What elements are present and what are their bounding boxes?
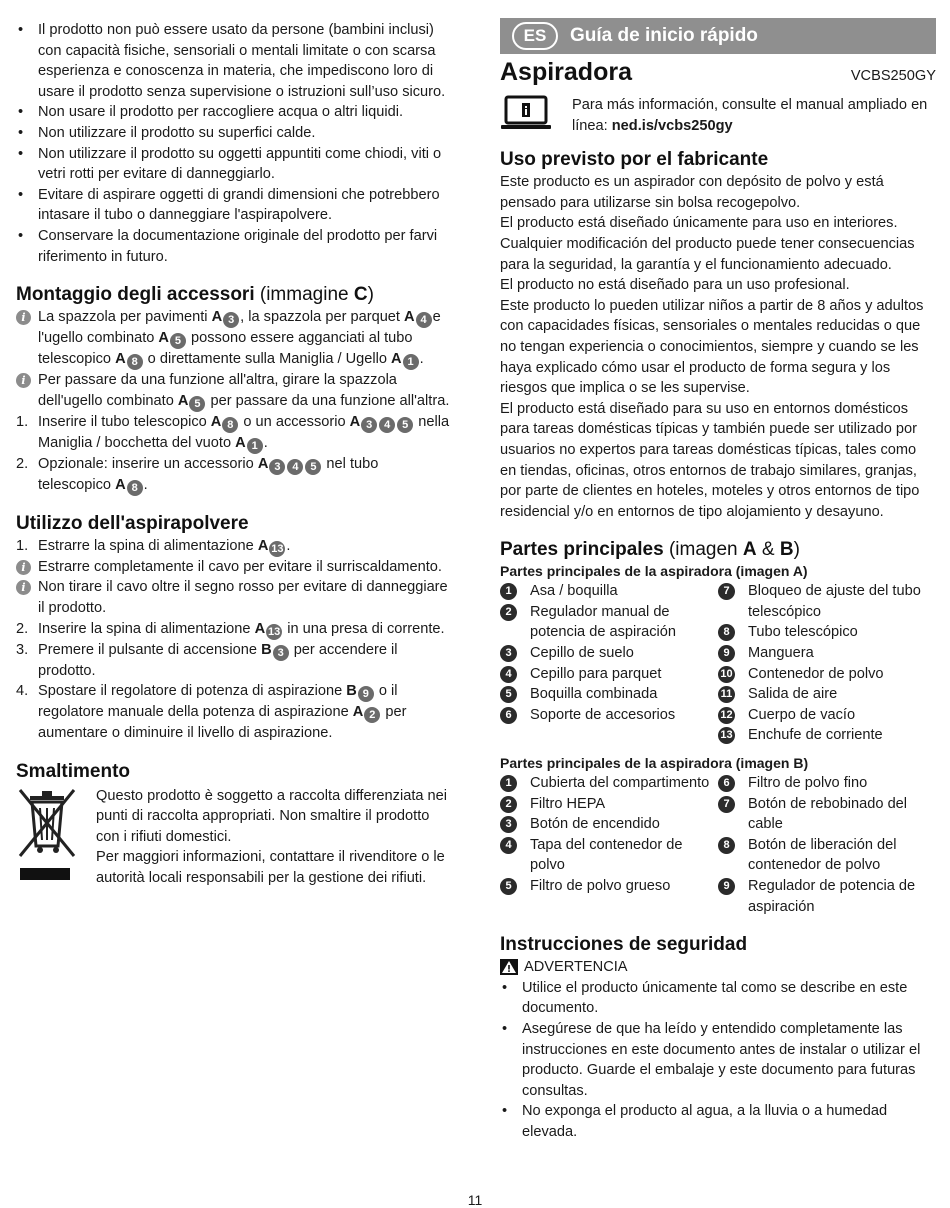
- utilizzo-step-4: 4. Spostare il regolatore di potenza di aspirazione B 9 o il regolatore manuale della potenza di aspirazione A 2 per aumentare o diminuire il livello di aspirazione.: [16, 683, 407, 742]
- part-label: Boquilla combinada: [530, 686, 658, 703]
- part-number-badge: 6: [718, 775, 735, 792]
- laptop-info-icon: [500, 95, 556, 136]
- uso-paragraph: Cualquier modificación del producto puede tener consecuencias para la seguridad, la garantía y el funcionamiento adecuado.: [500, 235, 915, 273]
- utilizzo-step-2: 2. Inserire la spina di alimentazione A 13 in una presa di corrente.: [16, 620, 445, 638]
- product-title: Aspiradora: [500, 58, 632, 86]
- list-item: • Non usare il prodotto per raccogliere acqua o altri liquidi.: [16, 102, 450, 123]
- part-label: Regulador de potencia de aspiración: [748, 878, 916, 915]
- seguridad-heading: Instrucciones de seguridad: [500, 934, 748, 956]
- montaggio-step-2: 2. Opzionale: inserire un accessorio A 3 4 5 nel tubo telescopico A 8 .: [16, 455, 379, 494]
- part-item: [500, 773, 718, 794]
- callout-badge: 3: [273, 645, 289, 661]
- intro-bullet-list: [16, 20, 450, 267]
- more-info-box: [500, 95, 936, 136]
- warning-label: ADVERTENCIA: [500, 957, 936, 978]
- part-label: Cuerpo de vacío: [748, 706, 856, 723]
- list-item: • Utilice el producto únicamente tal como se describe en este documento.: [500, 978, 936, 1019]
- part-number-badge: 2: [500, 604, 517, 621]
- callout-badge: 4: [287, 459, 303, 475]
- title-row: [500, 58, 936, 87]
- part-number-badge: 3: [500, 816, 517, 833]
- part-number-badge: 13: [718, 727, 735, 744]
- part-number-badge: 1: [500, 583, 517, 600]
- callout-badge: 1: [247, 438, 263, 454]
- part-label: Cepillo de suelo: [530, 645, 634, 662]
- part-label: Filtro HEPA: [530, 795, 606, 812]
- parts-b-list: [500, 773, 936, 917]
- language-code-badge: ES: [512, 22, 558, 50]
- part-item: [718, 773, 936, 794]
- part-number-badge: 7: [718, 583, 735, 600]
- list-item: • Il prodotto non può essere usato da persone (bambini inclusi) con capacità fisiche, sensoriali o mentali limitate o con scarsa esperienza e conoscenza in materia, che impediscono loro di usare il prodotto senza supervisione o istruzioni sull’uso sicuro.: [16, 20, 450, 102]
- parts-b-subheading: Partes principales de la aspiradora (imagen B): [500, 755, 809, 772]
- part-item: [718, 581, 936, 622]
- part-label: Filtro de polvo grueso: [530, 878, 671, 894]
- more-info-text: Para más información, consulte el manual ampliado en línea: ned.is/vcbs250gy: [572, 97, 928, 134]
- part-number-badge: 2: [500, 796, 517, 813]
- callout-badge: 5: [305, 459, 321, 475]
- part-number-badge: 6: [500, 707, 517, 724]
- callout-badge: 9: [358, 686, 374, 702]
- callout-badge: 5: [170, 333, 186, 349]
- smaltimento-text-2: Per maggiori informazioni, contattare il rivenditore o le autorità locali responsabili per la gestione dei rifiuti.: [96, 849, 445, 887]
- parts-a-subheading: Partes principales de la aspiradora (imagen A): [500, 563, 808, 580]
- parts-b-column-1: [500, 773, 718, 917]
- callout-badge: 3: [269, 459, 285, 475]
- callout-badge: 5: [397, 417, 413, 433]
- safety-bullet-list: [500, 978, 936, 1143]
- part-item: [500, 602, 718, 643]
- step-number: 1.: [16, 413, 29, 430]
- part-item: [718, 725, 936, 746]
- step-number: 4.: [16, 683, 29, 700]
- part-item: [718, 684, 936, 705]
- part-label: Manguera: [748, 645, 814, 662]
- part-number-badge: 3: [500, 645, 517, 662]
- montaggio-info-2: i Per passare da una funzione all'altra, girare la spazzola dell'ugello combinato A 5 per passare da una funzione all'altra.: [16, 370, 450, 412]
- part-number-badge: 4: [500, 666, 517, 683]
- smaltimento-block: [16, 786, 450, 889]
- part-number-badge: 7: [718, 796, 735, 813]
- callout-badge: 3: [223, 312, 239, 328]
- part-item: [500, 664, 718, 685]
- uso-paragraph: El producto está diseñado para su uso en entornos domésticos para tareas domésticas típicas y también puede ser utilizado por usuarios no expertos para tareas domésticas típicas, tales como en tiendas, oficinas, otros entornos de trabajo similares, granjas, por parte de clientes en hoteles, moteles y otros entornos de tipo residencial y/o en entornos de tipo alojamiento y desayuno.: [500, 400, 920, 520]
- part-item: [500, 876, 718, 897]
- info-icon: i: [16, 580, 31, 595]
- part-label: Botón de liberación del contenedor de polvo: [748, 836, 897, 874]
- part-label: Tapa del contenedor de polvo: [530, 836, 683, 874]
- part-item: [500, 705, 718, 726]
- part-label: Salida de aire: [748, 686, 838, 703]
- part-label: Enchufe de corriente: [748, 727, 883, 744]
- callout-badge: 2: [364, 707, 380, 723]
- part-label: Filtro de polvo fino: [748, 775, 868, 792]
- uso-paragraph: El producto está diseñado únicamente para uso en interiores.: [500, 215, 898, 232]
- list-item: • Non utilizzare il prodotto su oggetti appuntiti come chiodi, viti o vetri rotti per evitare di danneggiarlo.: [16, 144, 450, 185]
- parts-b-column-2: [718, 773, 936, 917]
- list-item: • Conservare la documentazione originale del prodotto per farvi riferimento in futuro.: [16, 226, 450, 267]
- callout-badge: 13: [271, 542, 284, 555]
- part-label: Tubo telescópico: [748, 624, 858, 641]
- left-column: [16, 20, 450, 889]
- uso-paragraph: Este producto es un aspirador con depósito de polvo y está pensado para utilizarse sin bolsa recogepolvo.: [500, 174, 884, 211]
- uso-heading: Uso previsto por el fabricante: [500, 149, 769, 171]
- part-number-badge: 5: [500, 878, 517, 895]
- list-item: • No exponga el producto al agua, a la lluvia o a humedad elevada.: [500, 1101, 936, 1142]
- montaggio-step-1: 1. Inserire il tubo telescopico A 8 o un accessorio A 3 4 5 nella Maniglia / bocchetta del vuoto A 1 .: [16, 413, 450, 452]
- part-label: Bloqueo de ajuste del tubo telescópico: [748, 583, 921, 620]
- part-item: [500, 794, 718, 815]
- part-number-badge: 10: [718, 666, 735, 683]
- montaggio-heading: Montaggio degli accessori (immagine C): [16, 284, 374, 306]
- part-number-badge: 12: [718, 707, 735, 724]
- step-number: 2.: [16, 455, 29, 472]
- parts-a-column-2: [718, 581, 936, 746]
- part-item: [718, 643, 936, 664]
- part-label: Asa / boquilla: [530, 583, 618, 600]
- part-item: [718, 705, 936, 726]
- utilizzo-step-1: 1. Estrarre la spina di alimentazione A 13 .: [16, 537, 291, 555]
- manual-link[interactable]: ned.is/vcbs250gy: [611, 117, 733, 134]
- callout-badge: 8: [222, 417, 238, 433]
- part-label: Cepillo para parquet: [530, 665, 662, 682]
- part-label: Botón de rebobinado del cable: [748, 795, 908, 833]
- part-item: [718, 664, 936, 685]
- parts-a-list: [500, 581, 936, 746]
- part-label: Cubierta del compartimento: [530, 775, 710, 792]
- uso-paragraph: Este producto lo pueden utilizar niños a partir de 8 años y adultos con capacidades físicas, sensoriales o mentales reducidas o que no tengan experiencia o conocimientos, siempre y cuando se les haya explicado cómo usar el producto de forma segura y los riesgos que implica o se les supervise.: [500, 297, 924, 397]
- part-item: [718, 876, 936, 917]
- part-item: [718, 835, 936, 876]
- language-banner: [500, 18, 936, 54]
- utilizzo-heading: Utilizzo dell'aspirapolvere: [16, 512, 249, 534]
- callout-badge: 13: [268, 625, 281, 638]
- part-number-badge: 5: [500, 686, 517, 703]
- info-icon: i: [16, 373, 31, 388]
- warning-icon: [500, 959, 518, 975]
- list-item: • Asegúrese de que ha leído y entendido completamente las instrucciones en este documento antes de instalar o utilizar el producto. Guarde el embalaje y este documento para futuras consultas.: [500, 1019, 936, 1101]
- weee-bin-icon: [16, 786, 96, 889]
- smaltimento-heading: Smaltimento: [16, 760, 131, 782]
- part-label: Regulador manual de potencia de aspiración: [530, 603, 677, 641]
- part-label: Contenedor de polvo: [748, 665, 884, 682]
- montaggio-info-1: i La spazzola per pavimenti A 3 , la spazzola per parquet A 4 e l'ugello combinato A 5 possono essere agganciati al tubo telescopico A 8 o direttamente sulla Maniglia / Ugello A 1 .: [16, 307, 450, 370]
- utilizzo-info-2: i Non tirare il cavo oltre il segno rosso per evitare di danneggiare il prodotto.: [16, 577, 450, 618]
- model-number: VCBS250GY: [850, 68, 936, 84]
- utilizzo-step-3: 3. Premere il pulsante di accensione B 3 per accendere il prodotto.: [16, 641, 398, 679]
- part-label: Soporte de accesorios: [530, 706, 676, 723]
- callout-badge: 4: [416, 312, 432, 328]
- callout-badge: 5: [189, 396, 205, 412]
- smaltimento-text-1: Questo prodotto è soggetto a raccolta differenziata nei punti di raccolta appropriati. Non smaltire il prodotto con i rifiuti domestici.: [96, 787, 448, 845]
- utilizzo-info-1: i Estrarre completamente il cavo per evitare il surriscaldamento.: [16, 557, 450, 578]
- part-item: [500, 835, 718, 876]
- parts-a-column-1: [500, 581, 718, 746]
- callout-badge: 4: [379, 417, 395, 433]
- list-item: • Non utilizzare il prodotto su superfici calde.: [16, 123, 450, 144]
- callout-badge: 1: [403, 354, 419, 370]
- banner-title: Guía de inicio rápido: [570, 25, 758, 46]
- list-item: • Evitare di aspirare oggetti di grandi dimensioni che potrebbero intasare il tubo o danneggiare l'aspirapolvere.: [16, 185, 450, 226]
- partes-heading: Partes principales (imagen A & B): [500, 539, 800, 561]
- part-item: [718, 794, 936, 835]
- callout-badge: 3: [361, 417, 377, 433]
- part-number-badge: 9: [718, 878, 735, 895]
- uso-paragraph: El producto no está diseñado para un uso profesional.: [500, 277, 850, 294]
- step-number: 3.: [16, 641, 29, 658]
- page-number: 11: [467, 1192, 483, 1208]
- part-number-badge: 9: [718, 645, 735, 662]
- part-number-badge: 1: [500, 775, 517, 792]
- part-item: [500, 814, 718, 835]
- part-item: [500, 581, 718, 602]
- info-icon: i: [16, 560, 31, 575]
- callout-badge: 8: [127, 480, 143, 496]
- info-icon: i: [16, 310, 31, 325]
- step-number: 1.: [16, 537, 29, 554]
- right-column: [500, 18, 936, 1143]
- part-label: Botón de encendido: [530, 816, 660, 833]
- part-number-badge: 8: [718, 624, 735, 641]
- part-item: [718, 622, 936, 643]
- callout-badge: 8: [127, 354, 143, 370]
- part-number-badge: 4: [500, 837, 517, 854]
- part-number-badge: 11: [718, 686, 735, 703]
- step-number: 2.: [16, 620, 29, 637]
- part-number-badge: 8: [718, 837, 735, 854]
- part-item: [500, 643, 718, 664]
- part-item: [500, 684, 718, 705]
